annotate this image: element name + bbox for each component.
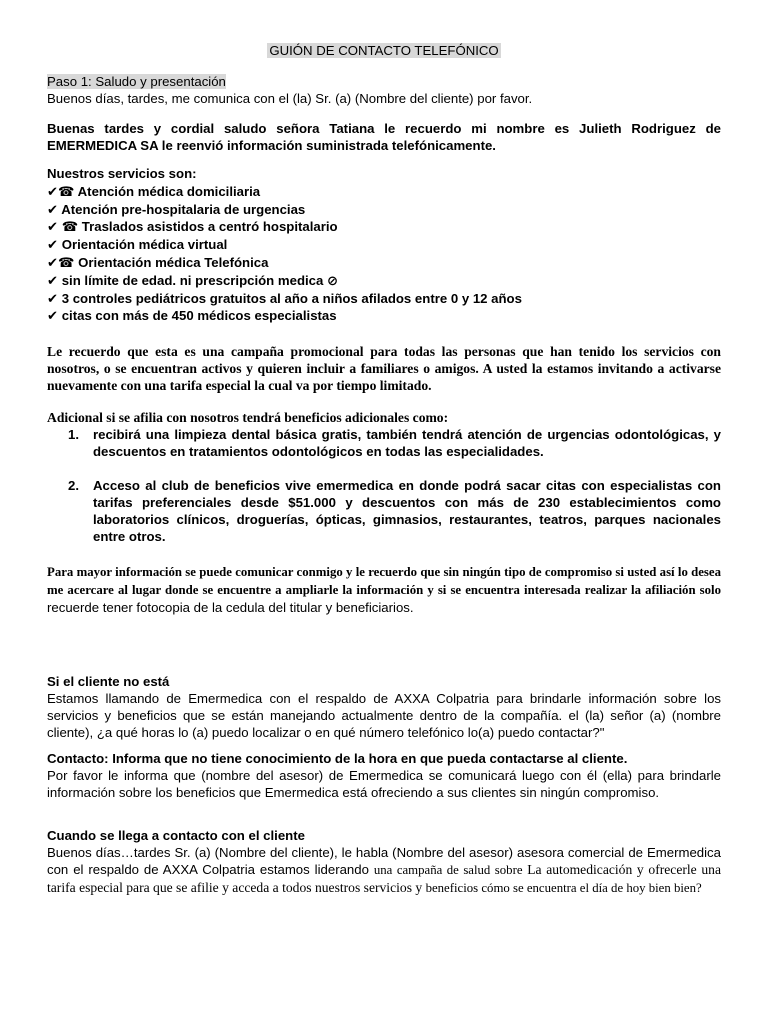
document-title	[0, 42, 768, 59]
reach-section	[47, 827, 721, 897]
campaign-paragraph: Le recuerdo que esta es una campaña promocional para todas las personas que han tenido los servicios con nosotros, o se encuentran activos y quieren incluir a familiares o amigos. A usted la estamos invitando a activarse nuevamente con una tarifa especial la cual va por tiempo limitado.	[47, 344, 721, 394]
more-info-normal: recuerde tener fotocopia de la cedula del titular y beneficiarios.	[47, 600, 414, 615]
service-item: ✔ 3 controles pediátricos gratuitos al año a niños afilados entre 0 y 12 años	[47, 290, 522, 306]
service-item: ✔ Orientación médica virtual	[47, 237, 228, 253]
reach-text-part: una campaña de salud sobre	[373, 863, 523, 877]
service-item: ✔ ☎ Traslados asistidos a centró hospitalario	[47, 219, 338, 235]
absent-section	[47, 673, 721, 741]
benefit-number: 1.	[68, 427, 79, 442]
benefits-list	[68, 426, 721, 545]
benefits-heading: Adicional si se afilia con nosotros tendrá beneficios adicionales como:	[47, 410, 449, 425]
service-item: ✔☎ Atención médica domiciliaria	[47, 183, 261, 199]
reach-text-part: La automedicación y ofrecerle una tarifa especial para que se afilie y acceda a todos nuestros servicios y	[47, 862, 721, 895]
service-item: ✔ sin límite de edad. ni prescripción medica ⊘	[47, 272, 339, 288]
step1-greeting: Buenos días, tardes, me comunica con el (la) Sr. (a) (Nombre del cliente) por favor.	[47, 91, 533, 106]
contact-heading: Contacto: Informa que no tiene conocimiento de la hora en que pueda contactarse al cliente.	[47, 751, 628, 766]
reach-text-part: beneficios cómo se encuentra el día de hoy bien bien?	[425, 881, 702, 895]
benefit-item	[68, 426, 721, 460]
benefit-text: Acceso al club de beneficios vive emermedica en donde podrá sacar citas con especialistas con tarifas preferenciales desde $51.000 y descuentos con más de 230 establecimientos como laboratorios clínicos, droguerías, ópticas, gimnasios, restaurantes, teatros, parques nacionales entre otros.	[93, 478, 721, 544]
benefit-text: recibirá una limpieza dental básica gratis, también tendrá atención de urgencias odontológicas, y descuentos en tratamientos odontológicos en todas las especialidades.	[93, 427, 721, 459]
document-title-text: GUIÓN DE CONTACTO TELEFÓNICO	[269, 43, 499, 58]
contact-text: Por favor le informa que (nombre del asesor) de Emermedica se comunicará luego con él (ella) para brindarle información sobre los beneficios que Emermedica está ofreciendo a sus clientes sin ningún compromiso.	[47, 768, 721, 800]
benefit-item	[68, 477, 721, 545]
more-info-paragraph	[47, 563, 721, 616]
service-item: ✔☎ Orientación médica Telefónica	[47, 254, 269, 270]
service-item: ✔ Atención pre-hospitalaria de urgencias	[47, 201, 306, 217]
intro-paragraph: Buenas tardes y cordial saludo señora Tatiana le recuerdo mi nombre es Julieth Rodriguez de EMERMEDICA SA le reenvió información suministrada telefónicamente.	[47, 121, 721, 153]
absent-text: Estamos llamando de Emermedica con el respaldo de AXXA Colpatria para brindarle información sobre los servicios y beneficios que se están manejando actualmente dentro de la compañía. el (la) señor (a) (nombre cliente), ¿a qué horas lo (a) puedo localizar o en qué número telefónico lo(a) puedo contactar?"	[47, 691, 721, 740]
benefit-number: 2.	[68, 478, 79, 493]
step1-heading: Paso 1: Saludo y presentación	[47, 74, 226, 89]
reach-heading: Cuando se llega a contacto con el cliente	[47, 828, 305, 843]
contact-section	[47, 750, 721, 801]
step1-section	[47, 73, 721, 107]
reach-text-part: Buenos días…tardes Sr. (a) (Nombre del cliente), le habla (Nombre del asesor) asesora comercial de Emermedica con el respaldo de AXXA Colpatria estamos liderando	[47, 845, 721, 877]
service-item: ✔ citas con más de 450 médicos especialistas	[47, 308, 337, 324]
reach-text	[47, 844, 721, 897]
services-heading: Nuestros servicios son:	[47, 166, 197, 181]
more-info-bold: Para mayor información se puede comunicar conmigo y le recuerdo que sin ningún tipo de compromiso si usted así lo desea me acercare al lugar donde se encuentre a ampliarle la información y si se encuentra interesada realizar la afiliación solo	[47, 565, 721, 597]
services-list	[47, 165, 721, 325]
absent-heading: Si el cliente no está	[47, 674, 170, 689]
